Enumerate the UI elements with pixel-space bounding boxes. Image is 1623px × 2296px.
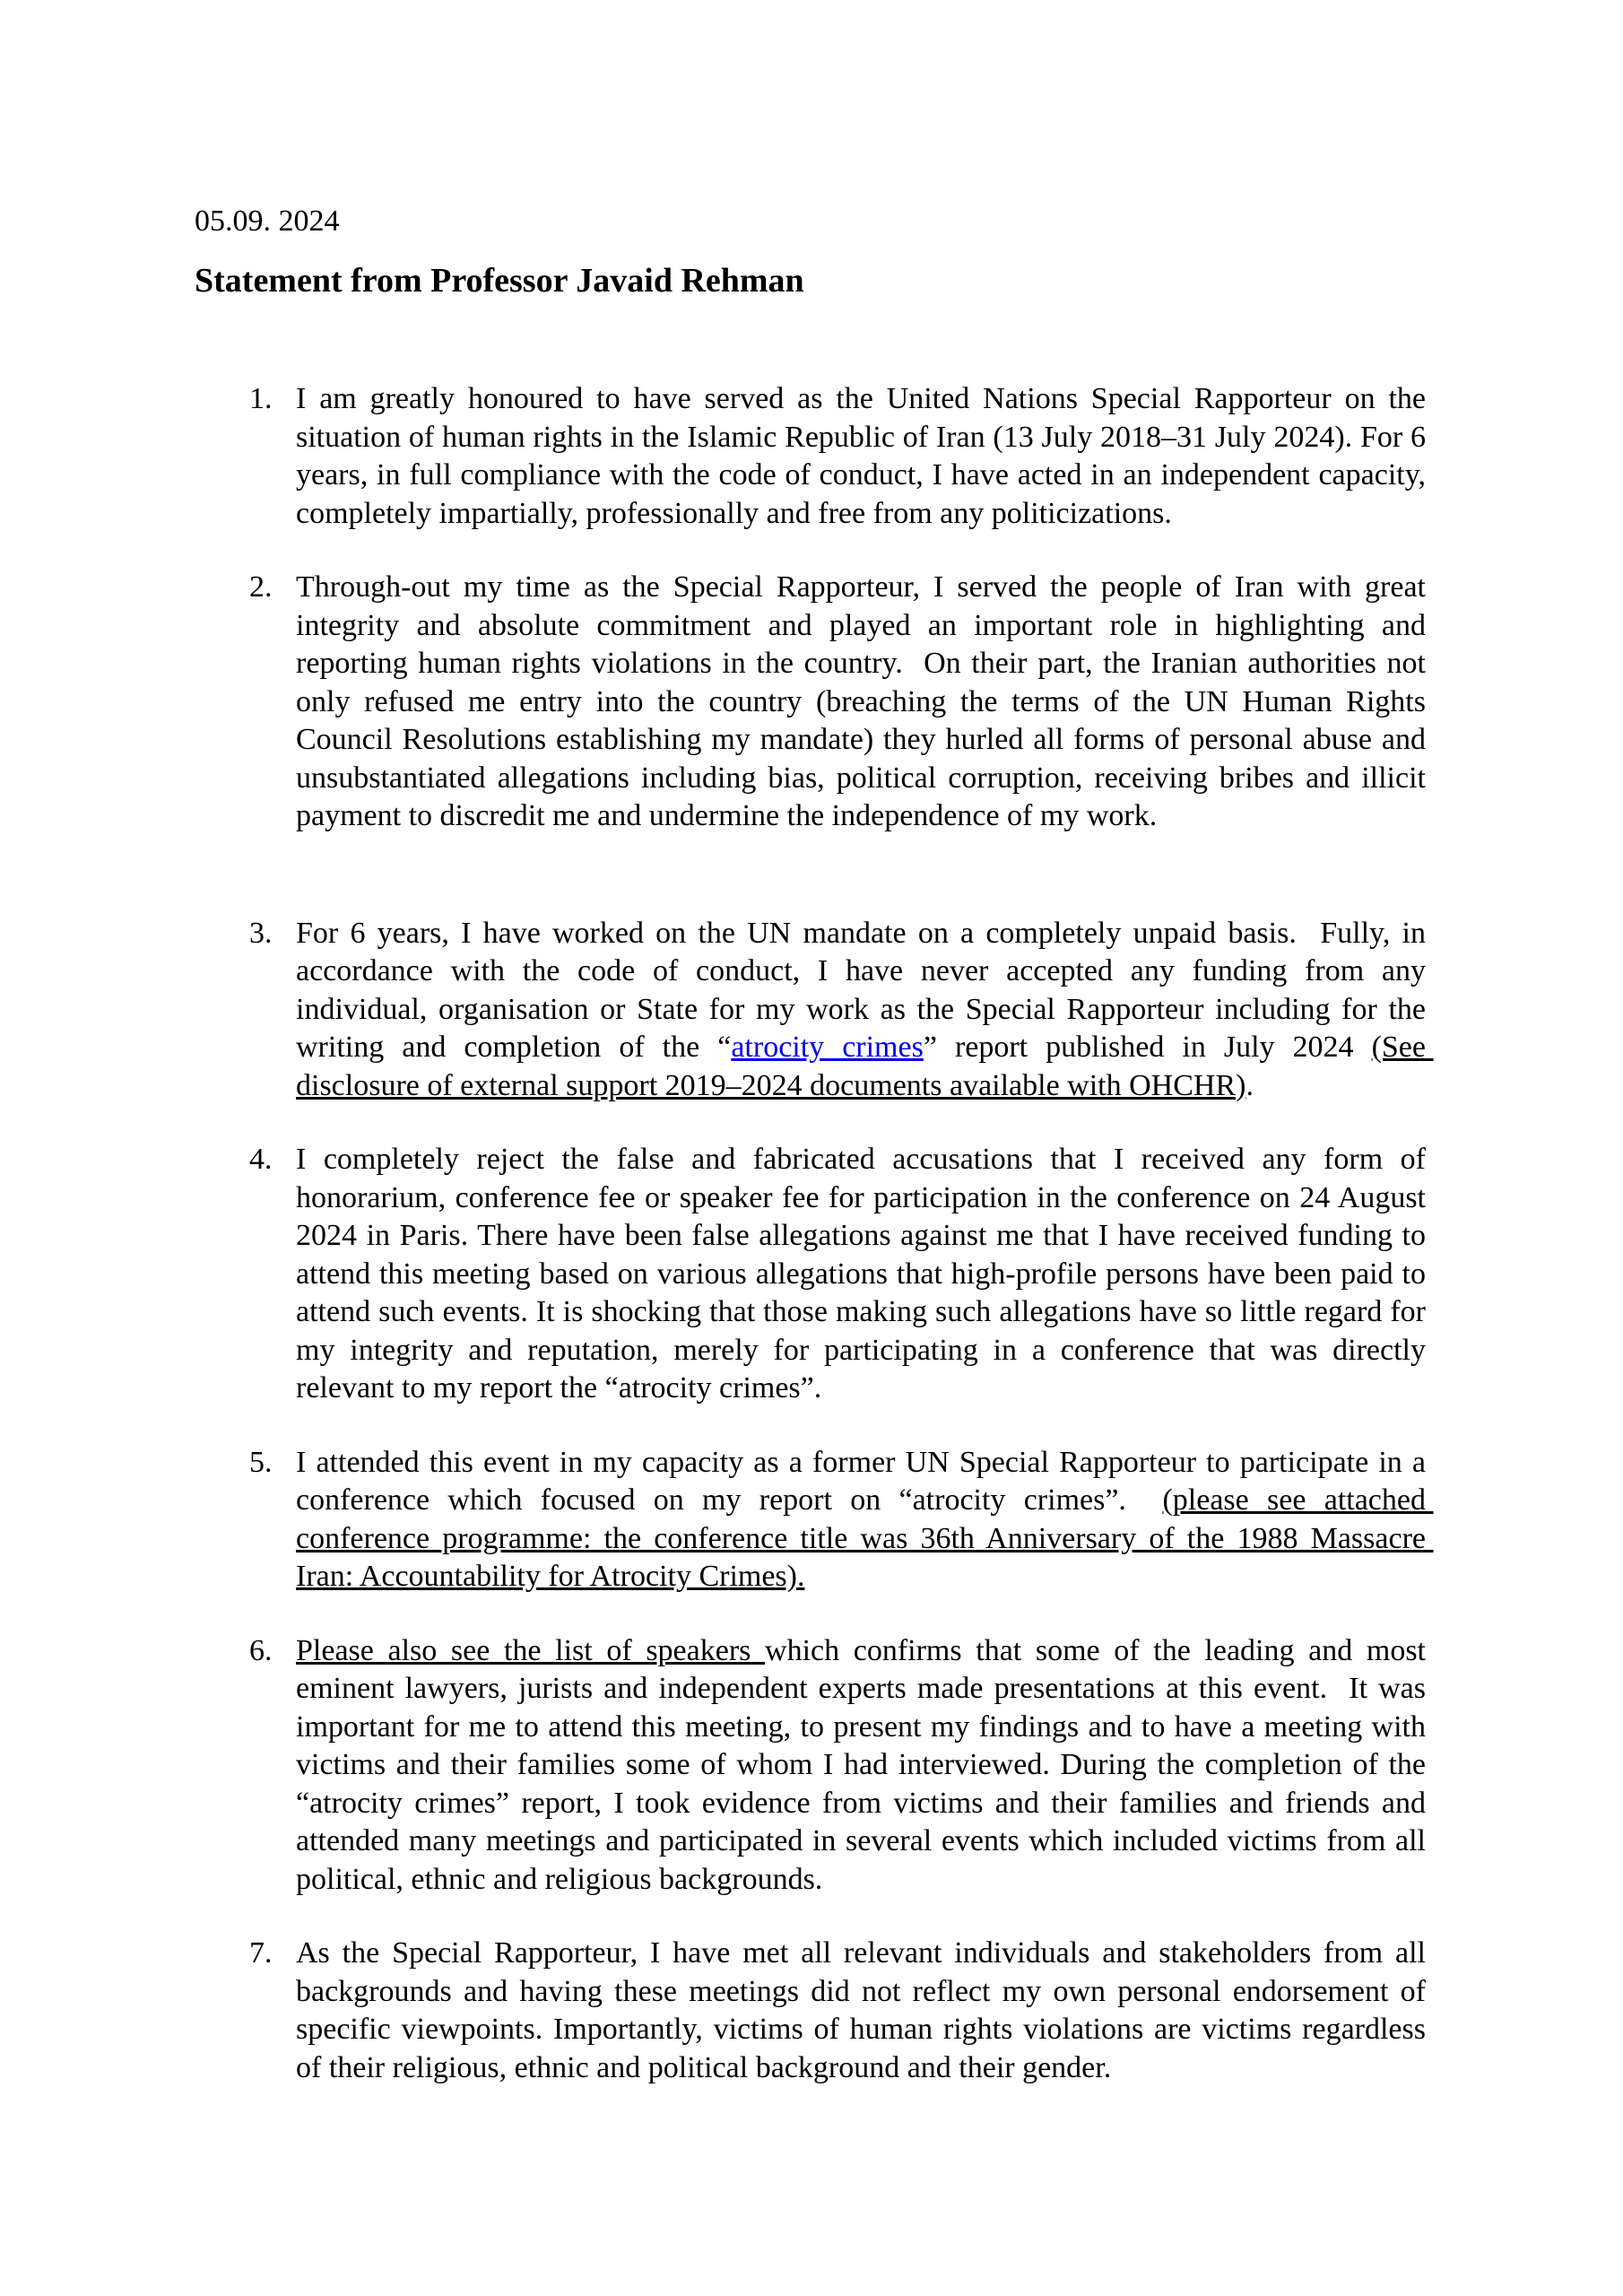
- paragraph-text: [296, 570, 1434, 832]
- paragraph-text: [296, 382, 1434, 530]
- underlined-text: Please also see the list of speakers: [296, 1633, 766, 1667]
- paragraph-text: [296, 1446, 1434, 1594]
- text-run: ” report published in July 2024: [923, 1031, 1372, 1064]
- paragraph-number: 1.: [249, 382, 273, 415]
- statement-list: [195, 380, 1434, 2087]
- paragraph-text: [296, 917, 1434, 1102]
- statement-paragraph-1: [195, 380, 1434, 533]
- text-run: For 6 years, I have worked on the UN mandate on a completely unpaid basis. Fully, in accordance with the code of conduct, I have never accepted any funding from any individual, organisation or State for my work as the Special Rapporteur including for the writing and completion of the “: [296, 916, 1434, 1064]
- text-run: I attended this event in my capacity as a former UN Special Rapporteur to participate in a conference which focused on my report on “atrocity crimes”.: [296, 1445, 1434, 1517]
- statement-paragraph-6: [195, 1632, 1434, 1900]
- text-run: .: [1245, 1068, 1254, 1102]
- atrocity-crimes-link[interactable]: atrocity crimes: [731, 1031, 924, 1064]
- statement-paragraph-4: [195, 1141, 1434, 1408]
- paragraph-number: 6.: [249, 1633, 273, 1667]
- document-date: 05.09. 2024: [195, 204, 340, 238]
- paragraph-text: [296, 1143, 1434, 1405]
- text-run: which confirms that some of the leading and most eminent lawyers, jurists and independent experts made presentations at this event. It was important for me to attend this meeting, to present my findings and to have a meeting with victims and their families some of whom I had interviewed. During the completion of the “atrocity crimes” report, I took evidence from victims and their families and friends and attended many meetings and participated in several events which included victims from all political, ethnic and religious backgrounds.: [296, 1633, 1434, 1896]
- paragraph-text: [296, 1634, 1434, 1896]
- paragraph-text: [296, 1936, 1434, 2084]
- text-run: Through-out my time as the Special Rapporteur, I served the people of Iran with great integrity and absolute commitment and played an important role in highlighting and reporting human rights violations in the country. On their part, the Iranian authorities not only refused me entry into the country (breaching the terms of the UN Human Rights Council Resolutions establishing my mandate) they hurled all forms of personal abuse and unsubstantiated allegations including bias, political corruption, receiving bribes and illicit payment to discredit me and undermine the independence of my work.: [296, 570, 1434, 832]
- statement-paragraph-5: [195, 1444, 1434, 1596]
- underlined-text: (please see attached conference programme: the conference title was 36th Anniversary of the 1988 Massacre Iran: Accountability for Atrocity Crimes).: [296, 1483, 1434, 1593]
- statement-paragraph-2: [195, 569, 1434, 836]
- document-title: Statement from Professor Javaid Rehman: [195, 262, 804, 300]
- paragraph-number: 2.: [249, 570, 273, 604]
- text-run: I completely reject the false and fabricated accusations that I received any form of honorarium, conference fee or speaker fee for participation in the conference on 24 August 2024 in Paris. There have been false allegations against me that I have received funding to attend this meeting based on various allegations that high-profile persons have been paid to attend such events. It is shocking that those making such allegations have so little regard for my integrity and reputation, merely for participating in a conference that was directly relevant to my report the “atrocity crimes”.: [296, 1143, 1434, 1405]
- underlined-text: (See disclosure of external support 2019–2024 documents available with OHCHR): [296, 1031, 1434, 1102]
- paragraph-number: 5.: [249, 1445, 273, 1479]
- paragraph-number: 7.: [249, 1936, 273, 1970]
- text-run: As the Special Rapporteur, I have met all relevant individuals and stakeholders from all backgrounds and having these meetings did not reflect my own personal endorsement of specific viewpoints. Importantly, victims of human rights violations are victims regardless of their religious, ethnic and political background and their gender.: [296, 1936, 1434, 2084]
- document-content: [195, 203, 1434, 2123]
- paragraph-number: 3.: [249, 916, 273, 950]
- paragraph-number: 4.: [249, 1143, 273, 1176]
- statement-paragraph-7: [195, 1935, 1434, 2087]
- text-run: I am greatly honoured to have served as the United Nations Special Rapporteur on the situation of human rights in the Islamic Republic of Iran (13 July 2018–31 July 2024). For 6 years, in full compliance with the code of conduct, I have acted in an independent capacity, completely impartially, professionally and free from any politicizations.: [296, 382, 1434, 530]
- statement-paragraph-3: [195, 915, 1434, 1106]
